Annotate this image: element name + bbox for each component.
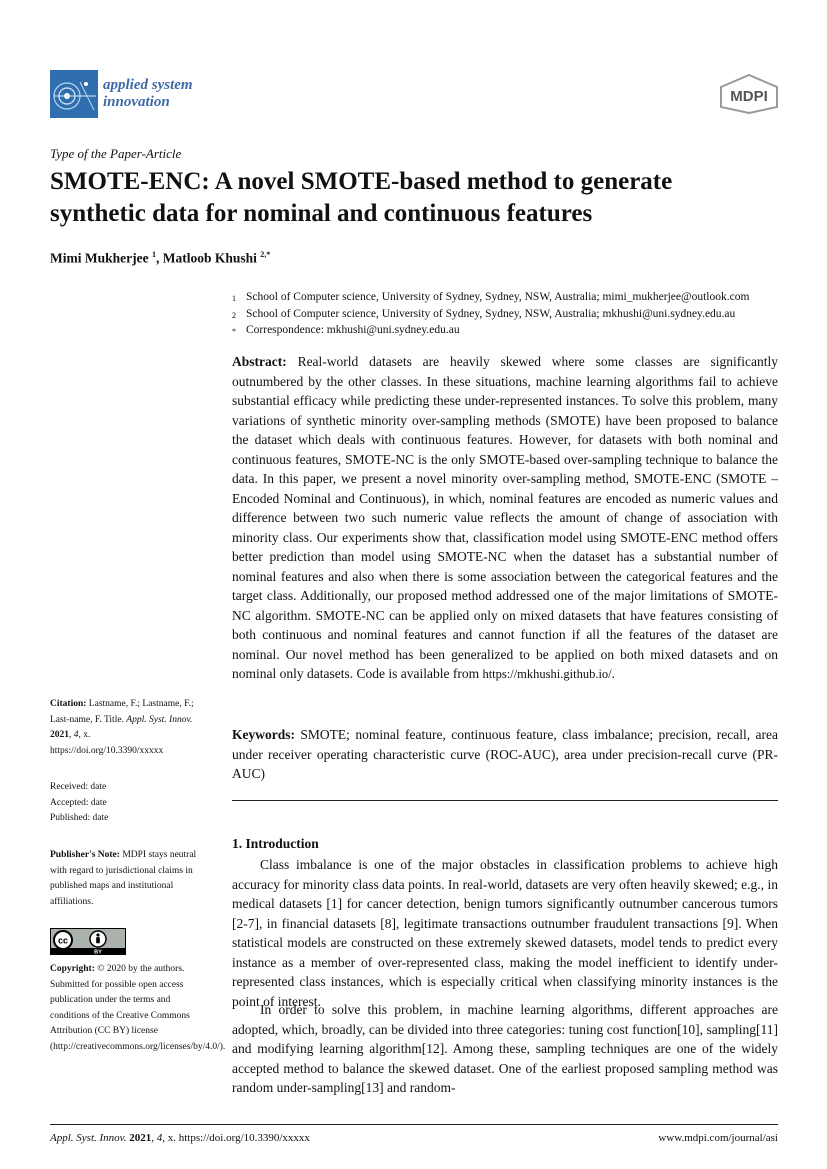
citation-doi[interactable]: https://doi.org/10.3390/xxxxx	[50, 745, 164, 756]
copyright-text: © 2020 by the authors. Submitted for possible open access publication under the terms and conditions of the Creative Commons Attribution (CC BY) license (http://creativecommons.org/licenses/by/4.0/).	[50, 964, 226, 1052]
paper-title: SMOTE-ENC: A novel SMOTE-based method to generate synthetic data for nominal and continuous features	[50, 168, 673, 227]
publisher-note	[50, 848, 210, 910]
author-affiliation-mark: 1	[151, 250, 156, 259]
author-affiliation-mark: 2,*	[260, 250, 271, 259]
author-list	[50, 250, 270, 267]
cc-by-license-icon[interactable]	[50, 928, 126, 955]
mdpi-logo-icon	[718, 74, 780, 114]
citation-authors: Lastname, F.; Lastname, F.; Last-name, F. Title.	[50, 699, 194, 725]
footer-year: 2021	[129, 1132, 152, 1144]
keywords	[232, 725, 778, 784]
journal-name-line2: innovation	[103, 94, 170, 110]
citation-page: x.	[83, 730, 91, 740]
publisher-note-text: MDPI stays neutral with regard to jurisdictional claims in published maps and institutional affiliations.	[50, 850, 197, 907]
journal-name-line1: applied system	[103, 77, 193, 93]
affiliation-mark: *	[232, 327, 236, 336]
footer-journal: Appl. Syst. Innov.	[50, 1132, 127, 1144]
journal-name	[103, 77, 263, 111]
section-divider	[232, 800, 778, 801]
abstract-end: .	[611, 666, 616, 681]
paragraph: In order to solve this problem, in machine learning algorithms, different approaches are adopted, which, broadly, can be divided into three categories: tuning cost function[10], sampling[11] and modifying learning algorithm[12]. Among these, sampling techniques are one of the widely accepted method to balance the skewed dataset. One of the earliest proposed sampling method was random under-sampling[13] and random-	[232, 1002, 778, 1095]
footer-citation: Appl. Syst. Innov. 2021, 4, x. https://doi.org/10.3390/xxxxx	[50, 1132, 310, 1144]
affiliation-mark: 1	[232, 294, 236, 303]
affiliation-item	[232, 290, 792, 307]
citation-volume: 4	[73, 730, 79, 740]
mdpi-logo-text: MDPI	[730, 88, 768, 105]
publisher-note-label: Publisher's Note:	[50, 850, 120, 860]
copyright-label: Copyright:	[50, 964, 95, 974]
dates-block	[50, 780, 210, 827]
keywords-text: SMOTE; nominal feature, continuous feature, class imbalance; precision, recall, area under receiver operating characteristic curve (ROC-AUC), area under precision-recall curve (PR-AUC)	[232, 727, 778, 781]
accepted-date: Accepted: date	[50, 797, 107, 808]
affiliation-list	[232, 290, 792, 340]
footer-volume: 4	[156, 1132, 163, 1144]
journal-logo-icon	[50, 70, 98, 118]
abstract-text: Real-world datasets are heavily skewed where some classes are significantly outnumbered by the other classes. In these situations, machine learning algorithms fail to achieve substantial efficacy while predicting these under-represented instances. To solve this problem, many variations of synthetic minority over-sampling methods (SMOTE) have been proposed to balance the dataset which deals with continuous features. However, for datasets with both nominal and continuous features, SMOTE-NC is the only SMOTE-based over-sampling technique to balance the data. In this paper, we present a novel minority over-sampling method, SMOTE-ENC (SMOTE – Encoded Nominal and Continuous), in which, nominal features are encoded as numeric values and difference between two such numeric value reflects the amount of change of association with minority class. Our experiments show that, classification model using SMOTE-ENC method offers better prediction than model using SMOTE-NC when the dataset has a substantial number of nominal features and also when there is some association between the categorical features and the target class. Additionally, our proposed method addressed one of the major limitations of SMOTE-NC algorithm. SMOTE-NC can be applied only on mixed datasets that have features consisting of both continuous and nominal features and cannot function if all the features of the dataset are nominal. Our novel method has been generalized to be applied on both mixed datasets and on nominal only datasets. Code is available from	[232, 354, 778, 681]
section-heading: 1. Introduction	[232, 836, 319, 851]
author-name: Matloob Khushi	[162, 250, 257, 266]
author-separator: ,	[155, 250, 163, 266]
affiliation-text: Correspondence: mkhushi@uni.sydney.edu.au	[246, 324, 460, 336]
affiliation-mark: 2	[232, 310, 236, 320]
paragraph: Class imbalance is one of the major obstacles in classification problems to achieve high accuracy for minority class data points. In real-world, datasets are very often heavily skewed; e.g., in medical datasets [1] for cancer detection, benign tumors significantly outnumber cancerous tumors [2-7], in financial datasets [8], legitimate transactions outnumber fraudulent transactions [9]. When statistical models are constructed on these extremely skewed datasets, model tends to predict every instance as a member of over-represented class, making the model inefficient to identify under-represented class instances, which is especially critical when classifying minority instances is the point of interest.	[232, 857, 778, 1009]
affiliation-item	[232, 307, 792, 324]
citation-label: Citation:	[50, 699, 87, 709]
citation-journal: Appl. Syst. Innov.	[126, 714, 193, 725]
paper-type: Type of the Paper-Article	[50, 146, 182, 161]
abstract-label: Abstract:	[232, 354, 287, 369]
abstract	[232, 352, 778, 685]
citation-block: Citation: Lastname, F.; Lastname, F.; Last-name, F. Title. Appl. Syst. Innov. 2021, 4, x. https://doi.org/10.3390/xxxxx	[50, 699, 194, 756]
received-date: Received: date	[50, 782, 107, 792]
citation-year: 2021	[50, 730, 69, 740]
footer-divider	[50, 1124, 778, 1125]
affiliation-item	[232, 323, 792, 340]
cc-by-text: BY	[94, 949, 102, 955]
published-date: Published: date	[50, 813, 109, 823]
affiliation-text: School of Computer science, University of Sydney, Sydney, NSW, Australia; mimi_mukherjee@outlook.com	[246, 291, 750, 303]
abstract-link[interactable]: https://mkhushi.github.io/	[482, 667, 612, 681]
copyright-block	[50, 962, 226, 1055]
footer-doi: , x. https://doi.org/10.3390/xxxxx	[162, 1132, 310, 1144]
footer-journal-url[interactable]: www.mdpi.com/journal/asi	[658, 1132, 778, 1144]
author-name: Mimi Mukherjee	[50, 250, 149, 266]
affiliation-text: School of Computer science, University of Sydney, Sydney, NSW, Australia; mkhushi@uni.sydney.edu.au	[246, 307, 736, 320]
svg-text:cc: cc	[57, 935, 69, 946]
keywords-label: Keywords:	[232, 727, 295, 742]
